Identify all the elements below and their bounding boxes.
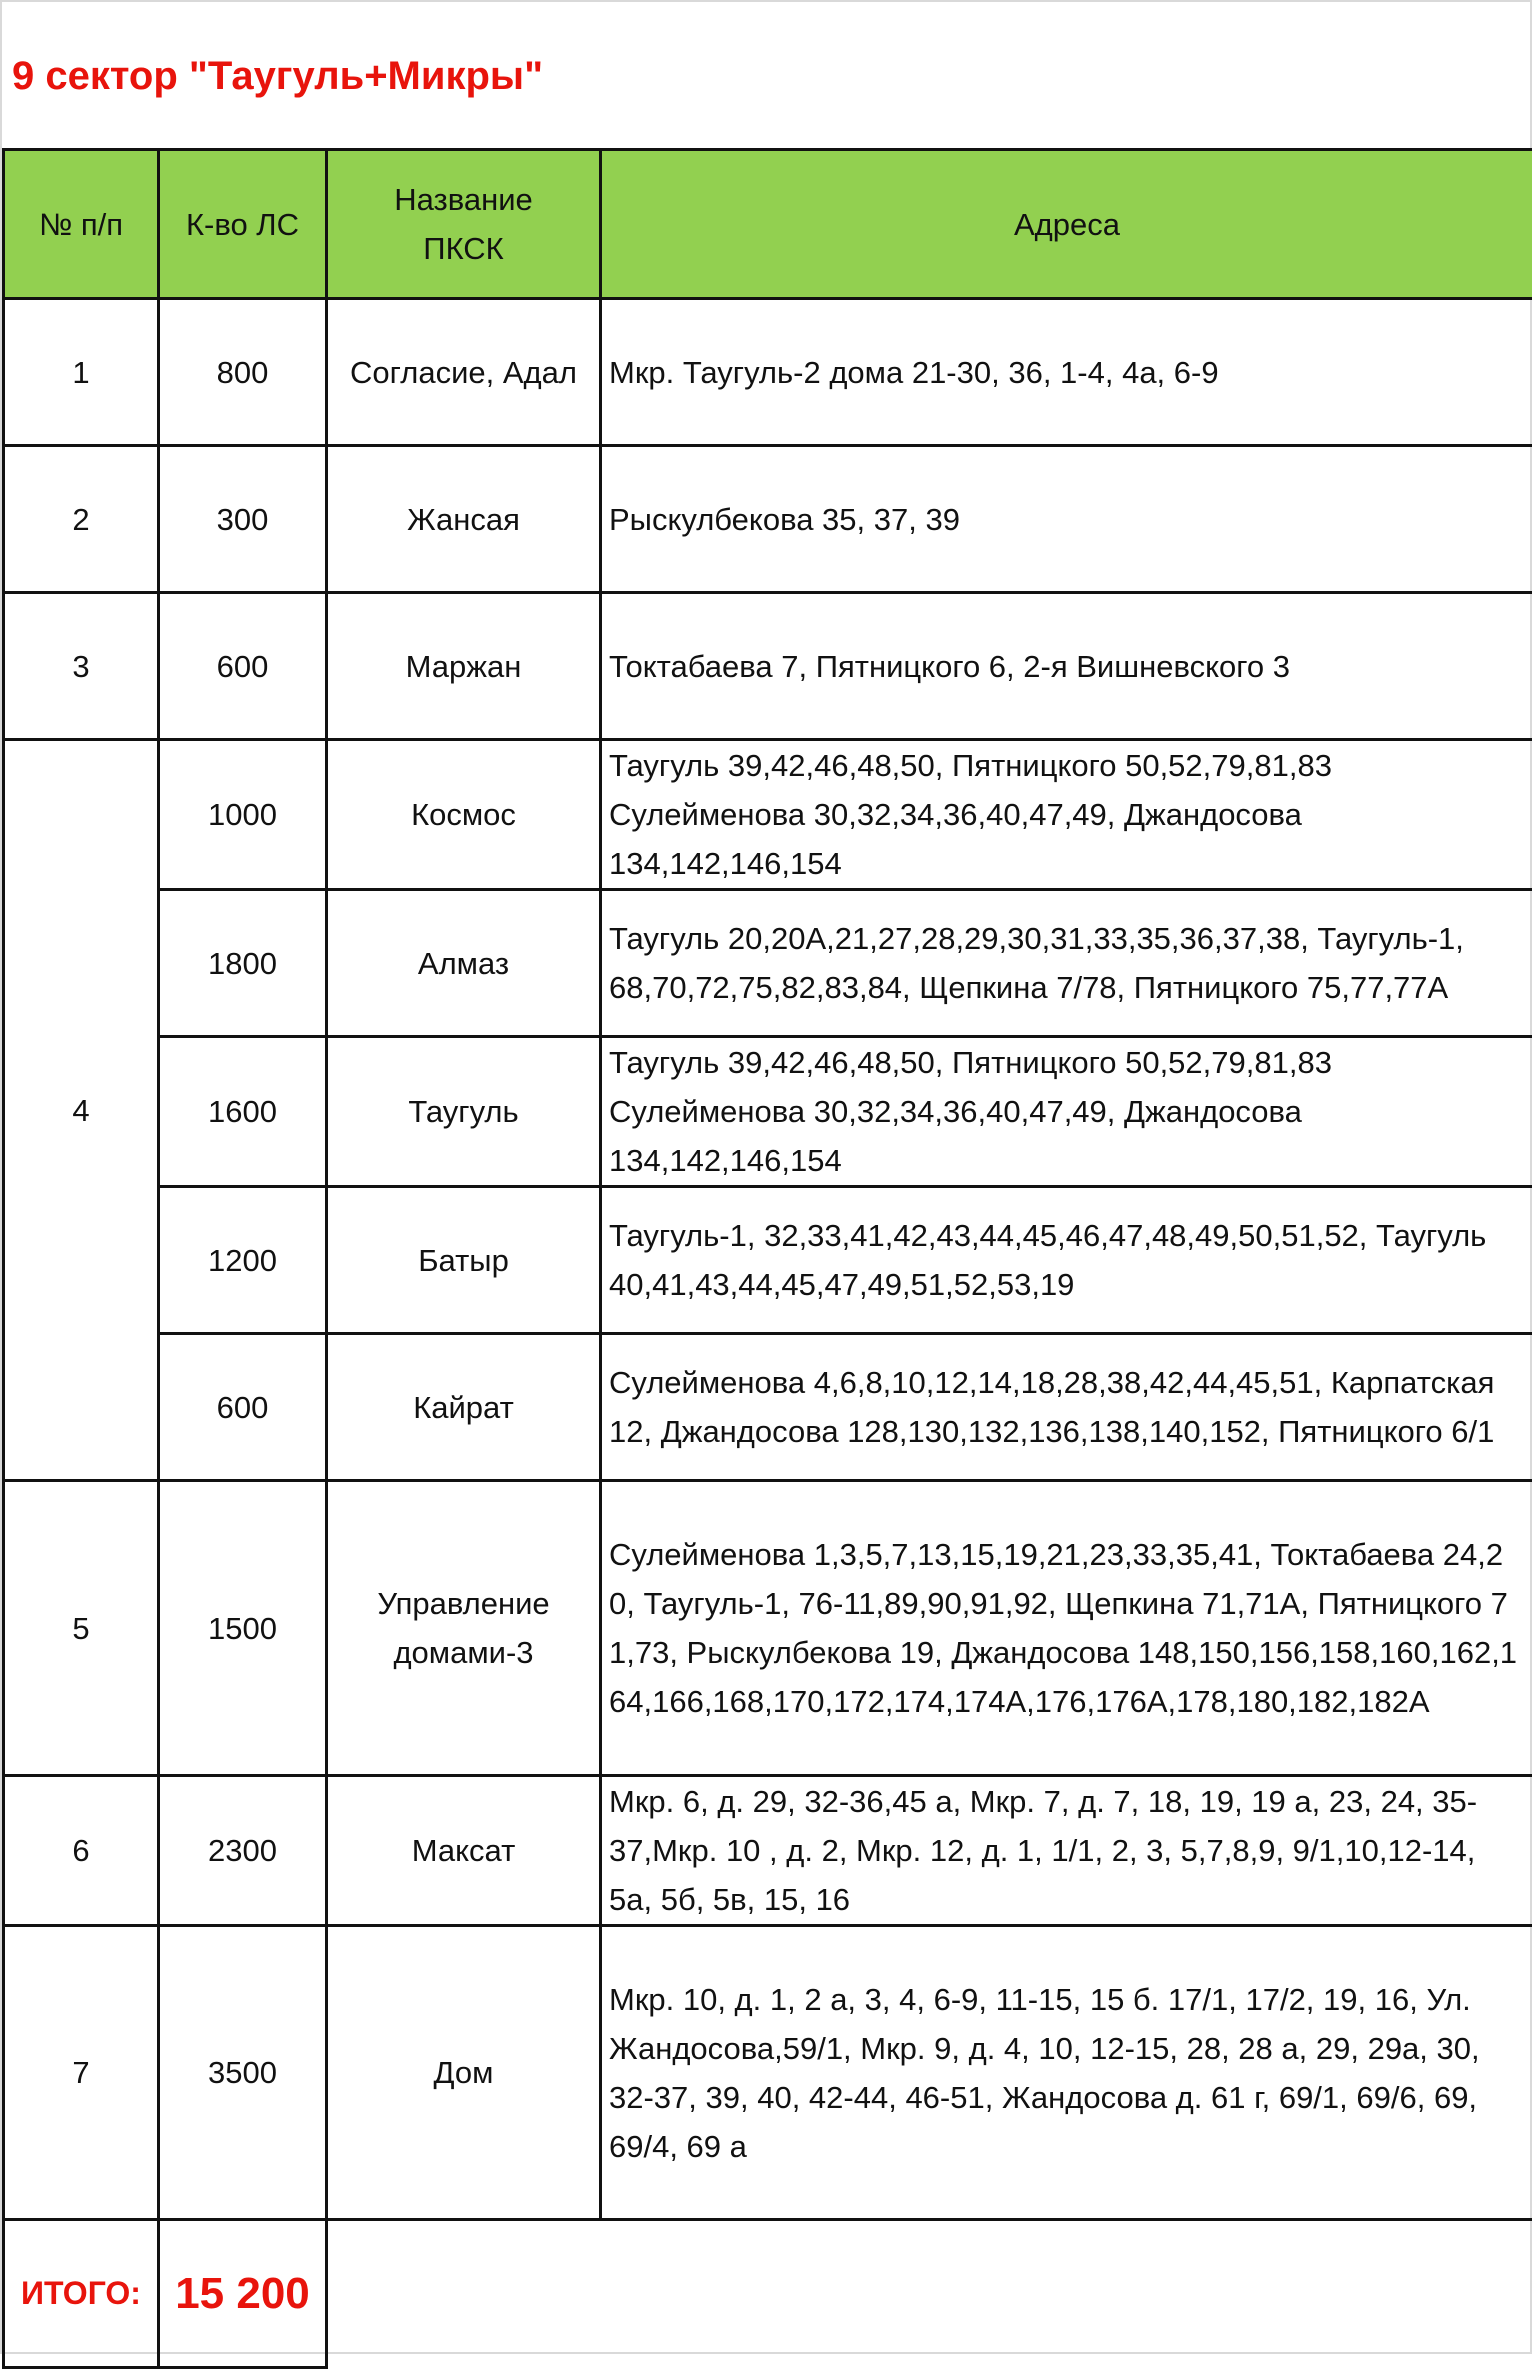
row-name: Маржан xyxy=(327,593,601,740)
row-name: Кайрат xyxy=(327,1334,601,1481)
row-count: 800 xyxy=(159,299,327,446)
header-address: Адреса xyxy=(601,150,1532,299)
row-name: Максат xyxy=(327,1776,601,1926)
total-value: 15 200 xyxy=(159,2220,327,2368)
row-count: 300 xyxy=(159,446,327,593)
row-count: 1500 xyxy=(159,1481,327,1776)
header-name: Название ПКСК xyxy=(327,150,601,299)
row-count: 600 xyxy=(159,1334,327,1481)
row-count: 2300 xyxy=(159,1776,327,1926)
table-row xyxy=(4,740,1532,890)
table-row xyxy=(4,1776,1532,1926)
row-name: Таугуль xyxy=(327,1037,601,1187)
row-name: Управление домами-3 xyxy=(327,1481,601,1776)
sector-table xyxy=(2,148,1532,2369)
row-count: 1800 xyxy=(159,890,327,1037)
total-blank xyxy=(327,2220,1532,2368)
header-count: К-во ЛС xyxy=(159,150,327,299)
table-row xyxy=(4,1334,1532,1481)
row-address: Сулейменова 1,3,5,7,13,15,19,21,23,33,35,41, Токтабаева 24,20, Таугуль-1, 76-11,89,90,91,92, Щепкина 71,71А, Пятницкого 71,73, Рыскулбекова 19, Джандосова 148,150,156,158,160,162,164,166,168,170,172,174,174А,176,176А,178,180,182,182А xyxy=(601,1481,1532,1776)
row-name: Дом xyxy=(327,1926,601,2220)
row-num: 5 xyxy=(4,1481,159,1776)
row-address: Токтабаева 7, Пятницкого 6, 2-я Вишневского 3 xyxy=(601,593,1532,740)
row-count: 1600 xyxy=(159,1037,327,1187)
table-row xyxy=(4,299,1532,446)
row-name: Батыр xyxy=(327,1187,601,1334)
row-address: Таугуль-1, 32,33,41,42,43,44,45,46,47,48,49,50,51,52, Таугуль 40,41,43,44,45,47,49,51,52,53,19 xyxy=(601,1187,1532,1334)
row-num: 2 xyxy=(4,446,159,593)
row-num: 6 xyxy=(4,1776,159,1926)
row-name: Жансая xyxy=(327,446,601,593)
row-num: 4 xyxy=(4,740,159,1481)
total-label: ИТОГО: xyxy=(4,2220,159,2368)
row-num: 3 xyxy=(4,593,159,740)
row-name: Согласие, Адал xyxy=(327,299,601,446)
row-name: Алмаз xyxy=(327,890,601,1037)
header-row xyxy=(4,150,1532,299)
row-address: Рыскулбекова 35, 37, 39 xyxy=(601,446,1532,593)
row-address: Мкр. 10, д. 1, 2 а, 3, 4, 6-9, 11-15, 15 б. 17/1, 17/2, 19, 16, Ул. Жандосова,59/1, Мкр. 9, д. 4, 10, 12-15, 28, 28 а, 29, 29а, 30, 32-37, 39, 40, 42-44, 46-51, Жандосова д. 61 г, 69/1, 69/6, 69, 69/4, 69 а xyxy=(601,1926,1532,2220)
row-count: 1000 xyxy=(159,740,327,890)
row-address: Сулейменова 4,6,8,10,12,14,18,28,38,42,44,45,51, Карпатская 12, Джандосова 128,130,132,136,138,140,152, Пятницкого 6/1 xyxy=(601,1334,1532,1481)
row-address: Мкр. 6, д. 29, 32-36,45 а, Мкр. 7, д. 7, 18, 19, 19 а, 23, 24, 35-37,Мкр. 10 , д. 2, Мкр. 12, д. 1, 1/1, 2, 3, 5,7,8,9, 9/1,10,12-14, 5а, 5б, 5в, 15, 16 xyxy=(601,1776,1532,1926)
row-address: Таугуль 20,20А,21,27,28,29,30,31,33,35,36,37,38, Таугуль-1, 68,70,72,75,82,83,84, Щепкина 7/78, Пятницкого 75,77,77А xyxy=(601,890,1532,1037)
row-address: Таугуль 39,42,46,48,50, Пятницкого 50,52,79,81,83 Сулейменова 30,32,34,36,40,47,49, Джандосова 134,142,146,154 xyxy=(601,740,1532,890)
total-row xyxy=(4,2220,1532,2368)
table-row xyxy=(4,890,1532,1037)
sheet-title: 9 сектор "Таугуль+Микры" xyxy=(12,54,543,99)
row-count: 1200 xyxy=(159,1187,327,1334)
row-num: 1 xyxy=(4,299,159,446)
row-count: 3500 xyxy=(159,1926,327,2220)
row-address: Мкр. Таугуль-2 дома 21-30, 36, 1-4, 4а, 6-9 xyxy=(601,299,1532,446)
table-row xyxy=(4,1037,1532,1187)
table-row xyxy=(4,446,1532,593)
row-name: Космос xyxy=(327,740,601,890)
row-address: Таугуль 39,42,46,48,50, Пятницкого 50,52,79,81,83 Сулейменова 30,32,34,36,40,47,49, Джандосова 134,142,146,154 xyxy=(601,1037,1532,1187)
row-count: 600 xyxy=(159,593,327,740)
table-row xyxy=(4,593,1532,740)
table-row xyxy=(4,1926,1532,2220)
row-num: 7 xyxy=(4,1926,159,2220)
table-row xyxy=(4,1481,1532,1776)
header-num: № п/п xyxy=(4,150,159,299)
table-row xyxy=(4,1187,1532,1334)
